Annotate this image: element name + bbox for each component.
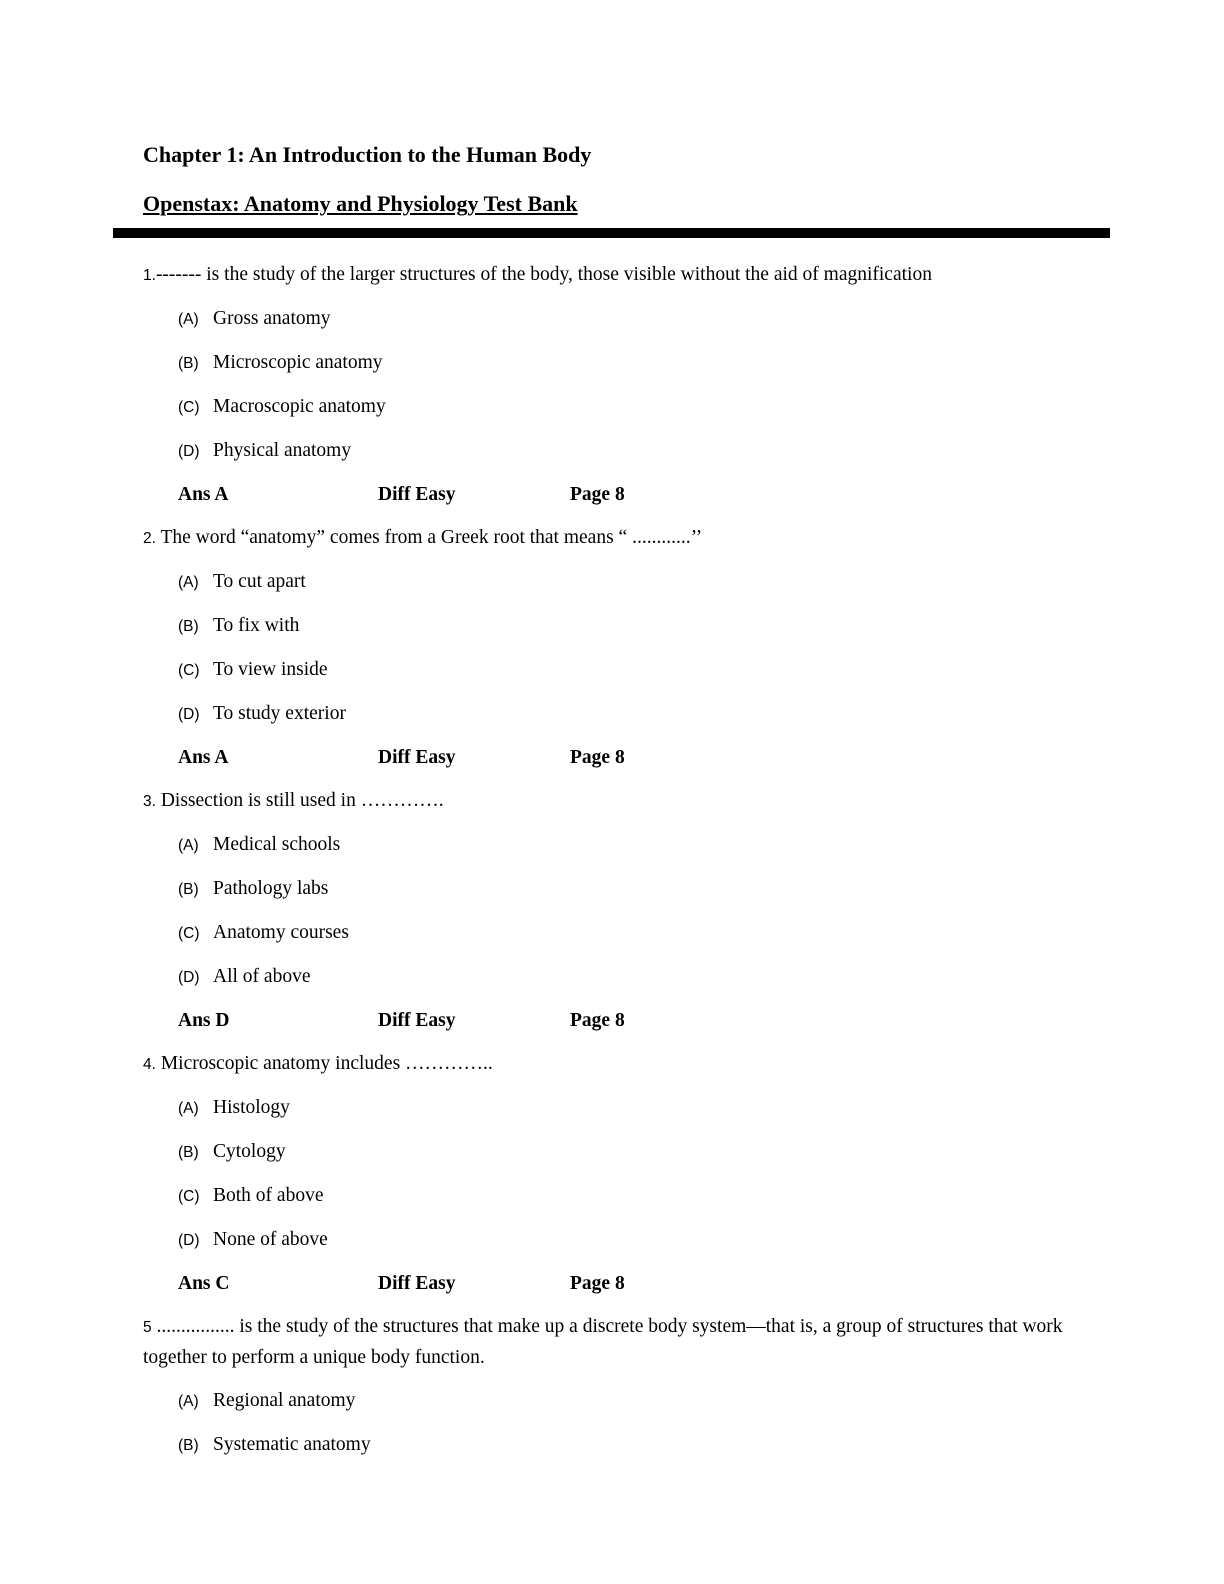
question [143, 1312, 1110, 1461]
answer-label: Ans A [178, 484, 229, 505]
option-marker: (B) [178, 881, 199, 898]
option-text: Histology [213, 1097, 290, 1118]
title-divider [113, 228, 1110, 238]
option-row [143, 1137, 1110, 1168]
option-row [143, 304, 1110, 335]
option-row [143, 655, 1110, 686]
question [143, 523, 1110, 773]
question-line [143, 523, 1110, 554]
option-marker: (A) [178, 311, 199, 328]
answer-row [143, 1006, 1110, 1036]
option-row [143, 874, 1110, 905]
question-line [143, 786, 1110, 817]
option-text: Both of above [213, 1185, 324, 1206]
option-marker: (C) [178, 662, 200, 679]
option-text: Medical schools [213, 834, 341, 855]
option-row [143, 918, 1110, 949]
page-ref-label: Page 8 [570, 1273, 625, 1294]
option-row [143, 348, 1110, 379]
page-subtitle: Openstax: Anatomy and Physiology Test Bank [143, 191, 578, 216]
option-text: Anatomy courses [213, 922, 349, 943]
option-text: To cut apart [213, 571, 306, 592]
option-text: To view inside [213, 659, 328, 680]
question-line [143, 1312, 1110, 1373]
option-marker: (C) [178, 925, 200, 942]
option-marker: (A) [178, 837, 199, 854]
page-ref-label: Page 8 [570, 1010, 625, 1031]
option-marker: (C) [178, 399, 200, 416]
option-marker: (B) [178, 355, 199, 372]
difficulty-label: Diff Easy [378, 747, 456, 768]
option-text: To fix with [213, 615, 300, 636]
option-marker: (A) [178, 574, 199, 591]
option-marker: (D) [178, 969, 200, 986]
question-number: 4. [143, 1056, 156, 1073]
answer-label: Ans D [178, 1010, 230, 1031]
question-text: The word “anatomy” comes from a Greek root that means “ ............’’ [155, 527, 703, 548]
question-text: Dissection is still used in …………. [155, 790, 444, 811]
option-marker: (D) [178, 706, 200, 723]
difficulty-label: Diff Easy [378, 1273, 456, 1294]
page-ref-label: Page 8 [570, 747, 625, 768]
option-text: None of above [213, 1229, 328, 1250]
question-number: 2. [143, 530, 156, 547]
option-marker: (A) [178, 1393, 199, 1410]
option-text: All of above [213, 966, 311, 987]
question [143, 1049, 1110, 1299]
question-text: Microscopic anatomy includes ………….. [155, 1053, 493, 1074]
question [143, 260, 1110, 510]
answer-label: Ans C [178, 1273, 230, 1294]
option-text: Gross anatomy [213, 308, 331, 329]
question-number: 3. [143, 793, 156, 810]
question [143, 786, 1110, 1036]
option-marker: (D) [178, 443, 200, 460]
questions-list [143, 260, 1110, 1461]
option-text: Systematic anatomy [213, 1434, 371, 1455]
option-marker: (B) [178, 618, 199, 635]
question-number: 1. [143, 267, 156, 284]
page-title: Chapter 1: An Introduction to the Human Body [143, 142, 592, 167]
difficulty-label: Diff Easy [378, 484, 456, 505]
answer-row [143, 743, 1110, 773]
option-row [143, 611, 1110, 642]
option-marker: (B) [178, 1144, 199, 1161]
option-text: Pathology labs [213, 878, 329, 899]
option-row [143, 436, 1110, 467]
question-line [143, 1049, 1110, 1080]
answer-row [143, 480, 1110, 510]
question-number: 5 [143, 1319, 152, 1336]
option-text: Microscopic anatomy [213, 352, 383, 373]
option-text: Regional anatomy [213, 1390, 356, 1411]
option-row [143, 1430, 1110, 1461]
option-row [143, 567, 1110, 598]
option-text: To study exterior [213, 703, 346, 724]
option-row [143, 830, 1110, 861]
question-line [143, 260, 1110, 291]
answer-label: Ans A [178, 747, 229, 768]
option-row [143, 1386, 1110, 1417]
question-text: ................ is the study of the structures that make up a discrete body system—that is, a group of structures that work together to perform a unique body function. [143, 1316, 1063, 1368]
difficulty-label: Diff Easy [378, 1010, 456, 1031]
answer-row [143, 1269, 1110, 1299]
option-row [143, 1093, 1110, 1124]
option-text: Physical anatomy [213, 440, 352, 461]
option-marker: (A) [178, 1100, 199, 1117]
option-marker: (B) [178, 1437, 199, 1454]
option-row [143, 392, 1110, 423]
option-text: Cytology [213, 1141, 286, 1162]
question-text: ------- is the study of the larger structures of the body, those visible without the aid of magnification [155, 264, 932, 285]
option-text: Macroscopic anatomy [213, 396, 386, 417]
page-ref-label: Page 8 [570, 484, 625, 505]
option-row [143, 699, 1110, 730]
option-marker: (D) [178, 1232, 200, 1249]
option-row [143, 1225, 1110, 1256]
option-row [143, 962, 1110, 993]
option-marker: (C) [178, 1188, 200, 1205]
option-row [143, 1181, 1110, 1212]
